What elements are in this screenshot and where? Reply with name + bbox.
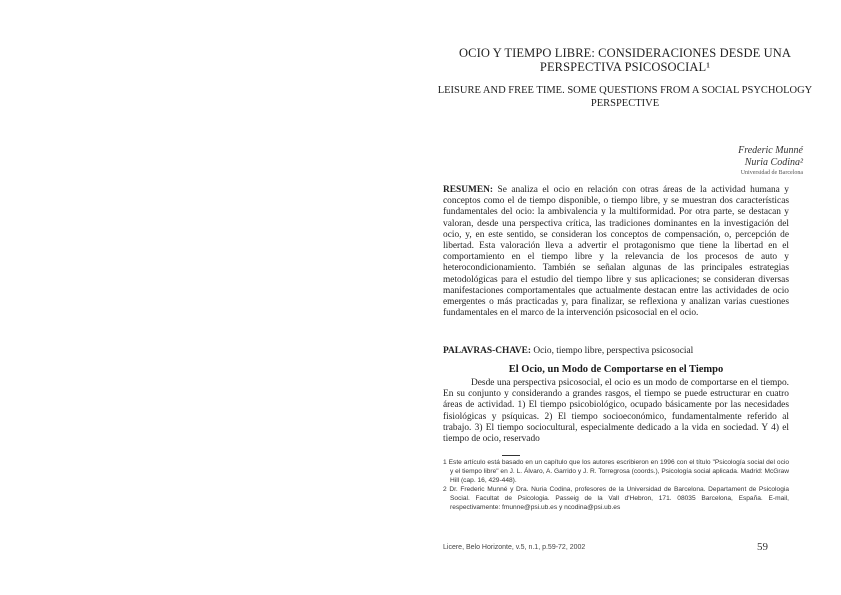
footnotes [443, 459, 789, 514]
section-heading: El Ocio, un Modo de Comportarse en el Tiempo [508, 364, 724, 375]
author-affiliation: Universidad de Barcelona [740, 170, 803, 176]
running-footer: Licere, Belo Horizonte, v.5, n.1, p.59-72, 2002 [443, 544, 586, 551]
footnote: 1 Este artículo está basado en un capítulo que los autores escribieron en 1996 con el título "Psicología social del ocio y el tiempo libre" en J. L. Álvaro, A. Garrido y J. R. Torregrosa (coords.), Psicología social aplicada. Madrid: McGraw Hill (cap. 16, 429-448). [443, 459, 789, 484]
keywords-text: Ocio, tiempo libre, perspectiva psicosocial [533, 346, 694, 356]
section-paragraph: Desde una perspectiva psicosocial, el ocio es un modo de comportarse en el tiempo. En su conjunto y considerando a grandes rasgos, el tiempo se puede estructurar en cuatro áreas de actividad. 1) El tiempo psicobiológico, ocupado básicamente por las necesidades fisiológicas y psíquicas. 2) El tiempo socioeconómico, fundamentalmente referido al trabajo. 3) El tiempo sociocultural, especialmente dedicado a la vida en sociedad. Y 4) el tiempo de ocio, reservado [443, 378, 789, 445]
footnote: 2 Dr. Frederic Munné y Dra. Nuria Codina, profesores de la Universidad de Barcelona. Departament de Psicologia Social. Facultat de Psicologia. Passeig de la Vall d'Hebron, 171. 08035 Barcelona, España. E-mail, respectivamente: fmunne@psi.ub.es y ncodina@psi.ub.es [443, 486, 789, 511]
author-name: Nuria Codina² [744, 157, 803, 168]
page-number: 59 [757, 541, 768, 553]
abstract-text: Se analiza el ocio en relación con otras áreas de la actividad humana y conceptos como el de tiempo disponible, o tiempo libre, y se muestran dos características fundamentales del ocio: la ambivalencia y la multiformidad. Por otra parte, se destacan y valoran, desde una perspectiva crítica, las tradiciones dominantes en la investigación del ocio, y, en este sentido, se consideran los conceptos de compensación, o, percepción de libertad. Esta valoración lleva a advertir el protagonismo que tiene la libertad en el comportamiento en el tiempo libre y la relevancia de los procesos de auto y heterocondicionamiento. También se señalan algunas de las principales estrategias metodológicas para el estudio del tiempo libre y sus aplicaciones; se consideran diversas manifestaciones comportamentales que actualmente destacan entre las actividades de ocio emergentes o más practicadas y, para finalizar, se reflexiona y analizan varias cuestiones fundamentales en el marco de la intervención psicosocial en el ocio. [443, 185, 789, 319]
abstract [443, 185, 789, 319]
author-name: Frederic Munné [738, 145, 803, 156]
article-title-english: LEISURE AND FREE TIME. SOME QUESTIONS FROM A SOCIAL PSYCHOLOGY PERSPECTIVE [437, 85, 813, 109]
keywords-label: PALAVRAS-CHAVE: [443, 346, 532, 356]
keywords [443, 346, 789, 357]
article-title-spanish: OCIO Y TIEMPO LIBRE: CONSIDERACIONES DESDE UNA PERSPECTIVA PSICOSOCIAL¹ [459, 46, 791, 74]
article-page [430, 0, 841, 595]
footnote-divider [502, 455, 520, 456]
author-block [738, 145, 803, 177]
abstract-label: RESUMEN: [443, 185, 494, 195]
